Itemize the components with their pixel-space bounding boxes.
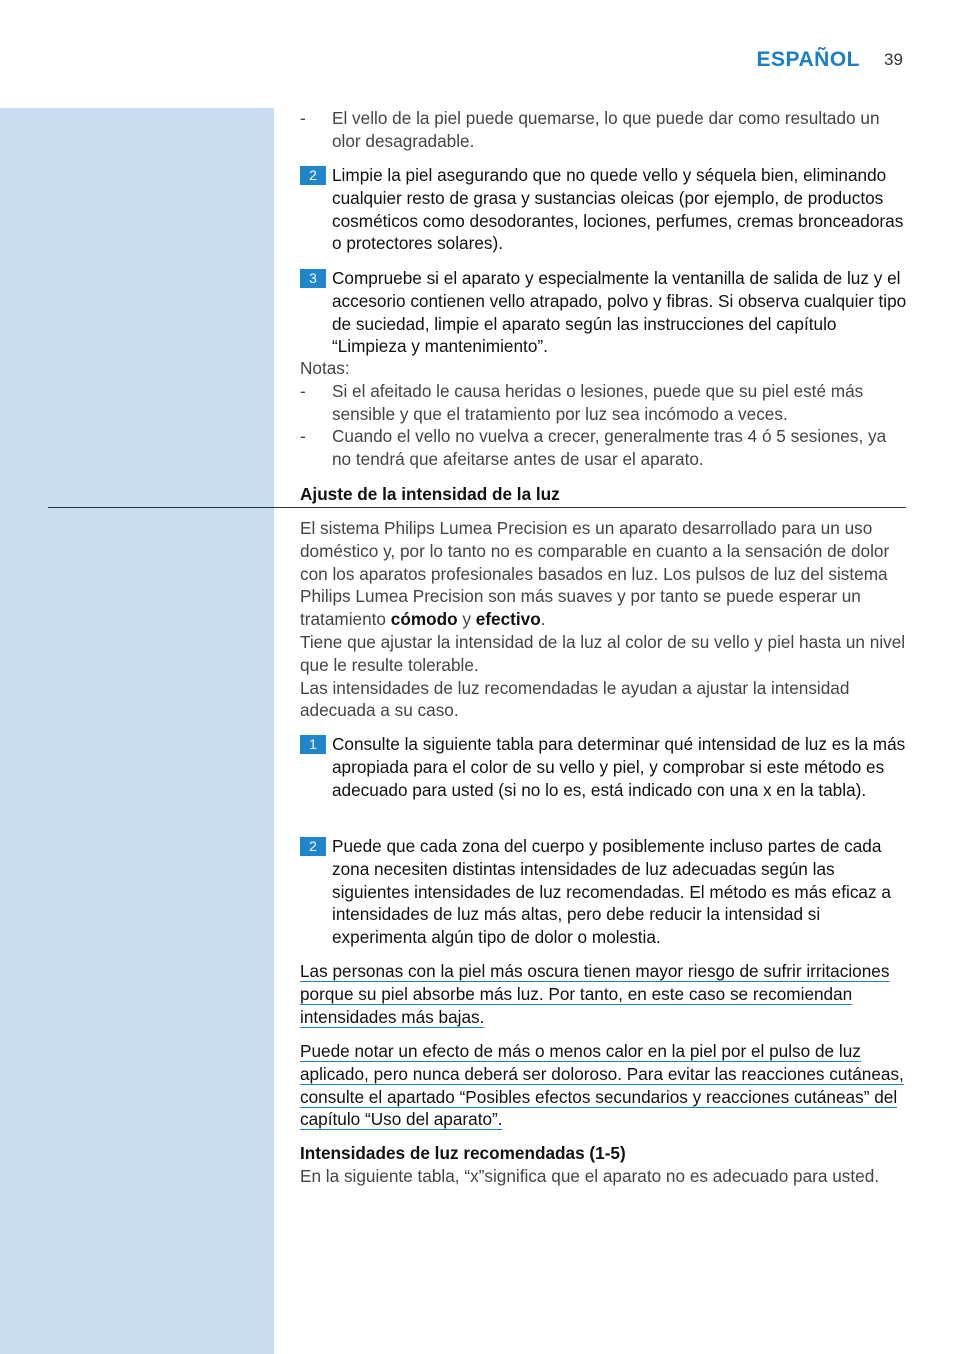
step-text: Limpie la piel asegurando que no quede vello y séquela bien, eliminando cualquier resto de grasa y sustancias oleicas (por ejemplo, de productos cosméticos como desodorantes, lociones, perfumes, cremas bronceadoras o protectores solares). (332, 165, 904, 254)
notes-block (300, 357, 908, 471)
intro-paragraph: El sistema Philips Lumea Precision es un aparato desarrollado para un uso doméstico y, por lo tanto no es comparable en cuanto a la sensación de dolor con los aparatos profesionales basados en luz. Los pulsos de luz del sistema Philips Lumea Precision son más suaves y por tanto se puede esperar un tratamiento cómodo y efectivo. (300, 518, 890, 630)
notes-label: Notas: (300, 358, 350, 378)
list-item (300, 380, 908, 426)
intro-block (300, 517, 908, 722)
sidebar-panel (0, 108, 274, 1354)
step-item (300, 733, 908, 801)
intro-paragraph: Las intensidades de luz recomendadas le ayudan a ajustar la intensidad adecuada a su caso. (300, 677, 850, 721)
section-heading: Ajuste de la intensidad de la luz (300, 484, 560, 504)
dash-marker: - (300, 380, 306, 401)
warning-block (300, 960, 908, 1028)
step-item (300, 267, 908, 358)
step-number-badge: 2 (300, 166, 326, 185)
bullet-list-top (300, 107, 908, 153)
emphasis-efectivo: efectivo (475, 609, 541, 630)
dash-marker: - (300, 108, 306, 128)
step-item (300, 835, 908, 949)
intro-paragraph: Tiene que ajustar la intensidad de la luz al color de su vello y piel hasta un nivel que le resulte tolerable. (300, 631, 906, 675)
step-number-badge: 2 (300, 837, 326, 856)
step-text: Consulte la siguiente tabla para determinar qué intensidad de luz es la más apropiada para el color de su vello y piel, y comprobar si este método es adecuado para usted (si no lo es, está indicado con una x en la tabla). (332, 734, 906, 800)
section-divider (48, 507, 906, 508)
step-text: Compruebe si el aparato y especialmente la ventanilla de salida de luz y el accesorio contienen vello atrapado, polvo y fibras. Si observa cualquier tipo de suciedad, limpie el aparato según las instrucciones del capítulo “Limpieza y mantenimiento”. (332, 268, 907, 357)
table-note: En la siguiente tabla, “x”significa que el aparato no es adecuado para usted. (300, 1166, 880, 1186)
list-item (300, 425, 908, 471)
page-number: 39 (884, 50, 903, 69)
dash-marker: - (300, 426, 306, 447)
warning-block (300, 1040, 908, 1131)
step-text: Puede que cada zona del cuerpo y posiblemente incluso partes de cada zona necesiten distintas intensidades de luz adecuadas según las siguientes intensidades de luz recomendadas. El método es más eficaz a intensidades de luz más altas, pero debe reducir la intensidad si experimenta algún tipo de dolor o molestia. (332, 836, 891, 948)
list-item-text: El vello de la piel puede quemarse, lo que puede dar como resultado un olor desagradable. (332, 108, 880, 151)
warning-text: Las personas con la piel más oscura tienen mayor riesgo de sufrir irritaciones porque su piel absorbe más luz. Por tanto, en este caso se recomiendan intensidades más bajas. (300, 961, 890, 1027)
list-item-text: Cuando el vello no vuelva a crecer, generalmente tras 4 ó 5 sesiones, ya no tendrá que afeitarse antes de usar el aparato. (332, 426, 887, 470)
emphasis-comodo: cómodo (390, 609, 458, 630)
table-heading: Intensidades de luz recomendadas (1-5) (300, 1143, 626, 1163)
language-label: ESPAÑOL (756, 48, 860, 71)
warning-text: Puede notar un efecto de más o menos calor en la piel por el pulso de luz aplicado, pero nunca deberá ser doloroso. Para evitar las reacciones cutáneas, consulte el apartado “Posibles efectos secundarios y reacciones cutáneas” del capítulo “Uso del aparato”. (300, 1041, 904, 1130)
list-item-text: Si el afeitado le causa heridas o lesiones, puede que su piel esté más sensible y que el tratamiento por luz sea incómodo a veces. (332, 380, 864, 424)
step-item (300, 164, 908, 255)
step-number-badge: 1 (300, 735, 326, 754)
step-number-badge: 3 (300, 269, 326, 288)
list-item (300, 107, 908, 153)
